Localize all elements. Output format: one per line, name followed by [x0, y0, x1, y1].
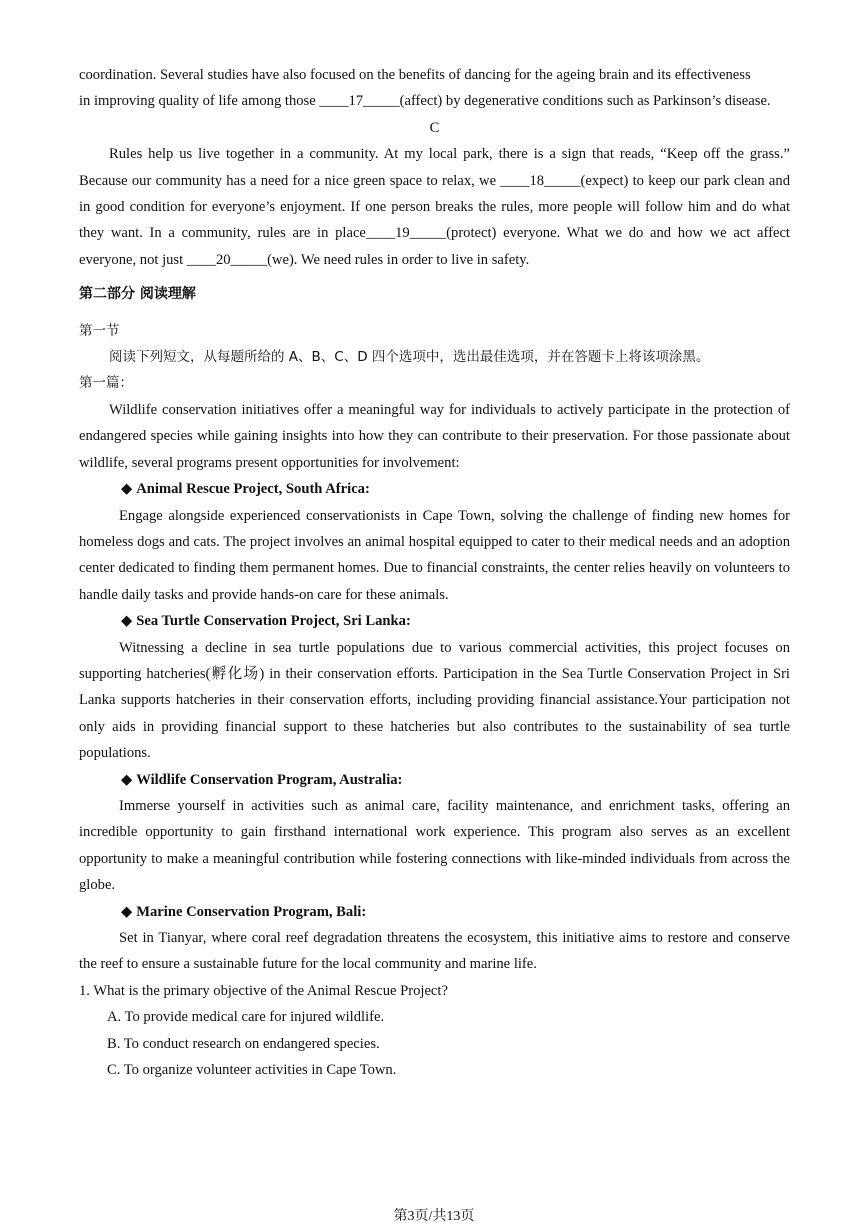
option-b: B. To conduct research on endangered species. — [107, 1035, 380, 1052]
project-body: Immerse yourself in activities such as animal care, facility maintenance, and enrichment tasks, offering an incredible opportunity to gain firsthand international work experience. This program also serves as an excellent opportunity to make a meaningful contribution while fostering connections with like-minded individuals from across the globe. — [79, 797, 790, 894]
diamond-bullet-icon: ◆ — [121, 903, 133, 920]
diamond-bullet-icon: ◆ — [121, 481, 133, 498]
project-title — [79, 899, 790, 925]
project-title — [79, 767, 790, 793]
project-body: Witnessing a decline in sea turtle populations due to various commercial activities, this project focuses on supporting hatcheries(孵化场) in their conservation efforts. Participation in the Sea Turtle Conservation Project in Sri Lanka supports hatcheries in their conservation efforts, including providing financial assistance.Your participation not only aids in providing financial support to these hatcheries but also contributes to the sustainability of sea turtle populations. — [79, 639, 790, 762]
project-body: Set in Tianyar, where coral reef degradation threatens the ecosystem, this initiative aims to restore and conserve the reef to ensure a sustainable future for the local community and marine life. — [79, 930, 790, 973]
project-title — [79, 476, 790, 502]
passage-1-intro: Wildlife conservation initiatives offer a meaningful way for individuals to actively participate in the protection of endangered species while gaining insights into how they can contribute to their preservation. For those passionate about wildlife, several programs present opportunities for involvement: — [79, 401, 790, 471]
project-body: Engage alongside experienced conservationists in Cape Town, solving the challenge of finding new homes for homeless dogs and cats. The project involves an animal hospital equipped to cater to their medical needs and an adoption center dedicated to finding them permanent homes. Due to financial constraints, the center relies heavily on volunteers to handle daily tasks and provide hands-on care for these animals. — [79, 507, 790, 603]
project-title-text: Animal Rescue Project, South Africa: — [136, 481, 370, 498]
passage-b-tail-line-2: in improving quality of life among those ____17_____(affect) by degenerative conditions such as Parkinson’s disease. — [79, 93, 771, 110]
project-title-text: Wildlife Conservation Program, Australia: — [136, 771, 403, 788]
project-title-text: Marine Conservation Program, Bali: — [136, 903, 367, 920]
option-a: A. To provide medical care for injured wildlife. — [107, 1009, 385, 1026]
page-number: 第3页/共13页 — [393, 1209, 475, 1224]
reading-instruction: 阅读下列短文，从每题所给的 A、B、C、D 四个选项中，选出最佳选项，并在答题卡上将该项涂黑。 — [109, 349, 710, 366]
passage-b-tail-line-1: coordination. Several studies have also focused on the benefits of dancing for the ageing brain and its effectiveness — [79, 67, 751, 83]
main-text — [79, 62, 790, 1083]
diamond-bullet-icon: ◆ — [121, 613, 133, 630]
question-stem: 1. What is the primary objective of the Animal Rescue Project? — [79, 982, 448, 999]
project-title — [79, 608, 790, 634]
diamond-bullet-icon: ◆ — [121, 771, 133, 788]
option-c: C. To organize volunteer activities in Cape Town. — [107, 1062, 397, 1079]
part-two-heading: 第二部分 阅读理解 — [79, 286, 196, 303]
passage-label: 第一篇： — [79, 375, 133, 392]
section-label: 第一节 — [79, 322, 120, 339]
passage-c-text: Rules help us live together in a community. At my local park, there is a sign that reads, “Keep off the grass.” Because our community has a need for a nice green space to relax, we ____18_____(expect) to keep our park clean and in good condition for everyone’s enjoyment. If one person breaks the rules, more people will follow him and do what they want. In a community, rules are in place____19_____(protect) everyone. What we do and how we act affect everyone, not just ____20_____(we). We need rules in order to live in safety. — [79, 146, 790, 268]
project-title-text: Sea Turtle Conservation Project, Sri Lanka: — [136, 613, 411, 630]
passage-c-label: C — [429, 119, 440, 136]
